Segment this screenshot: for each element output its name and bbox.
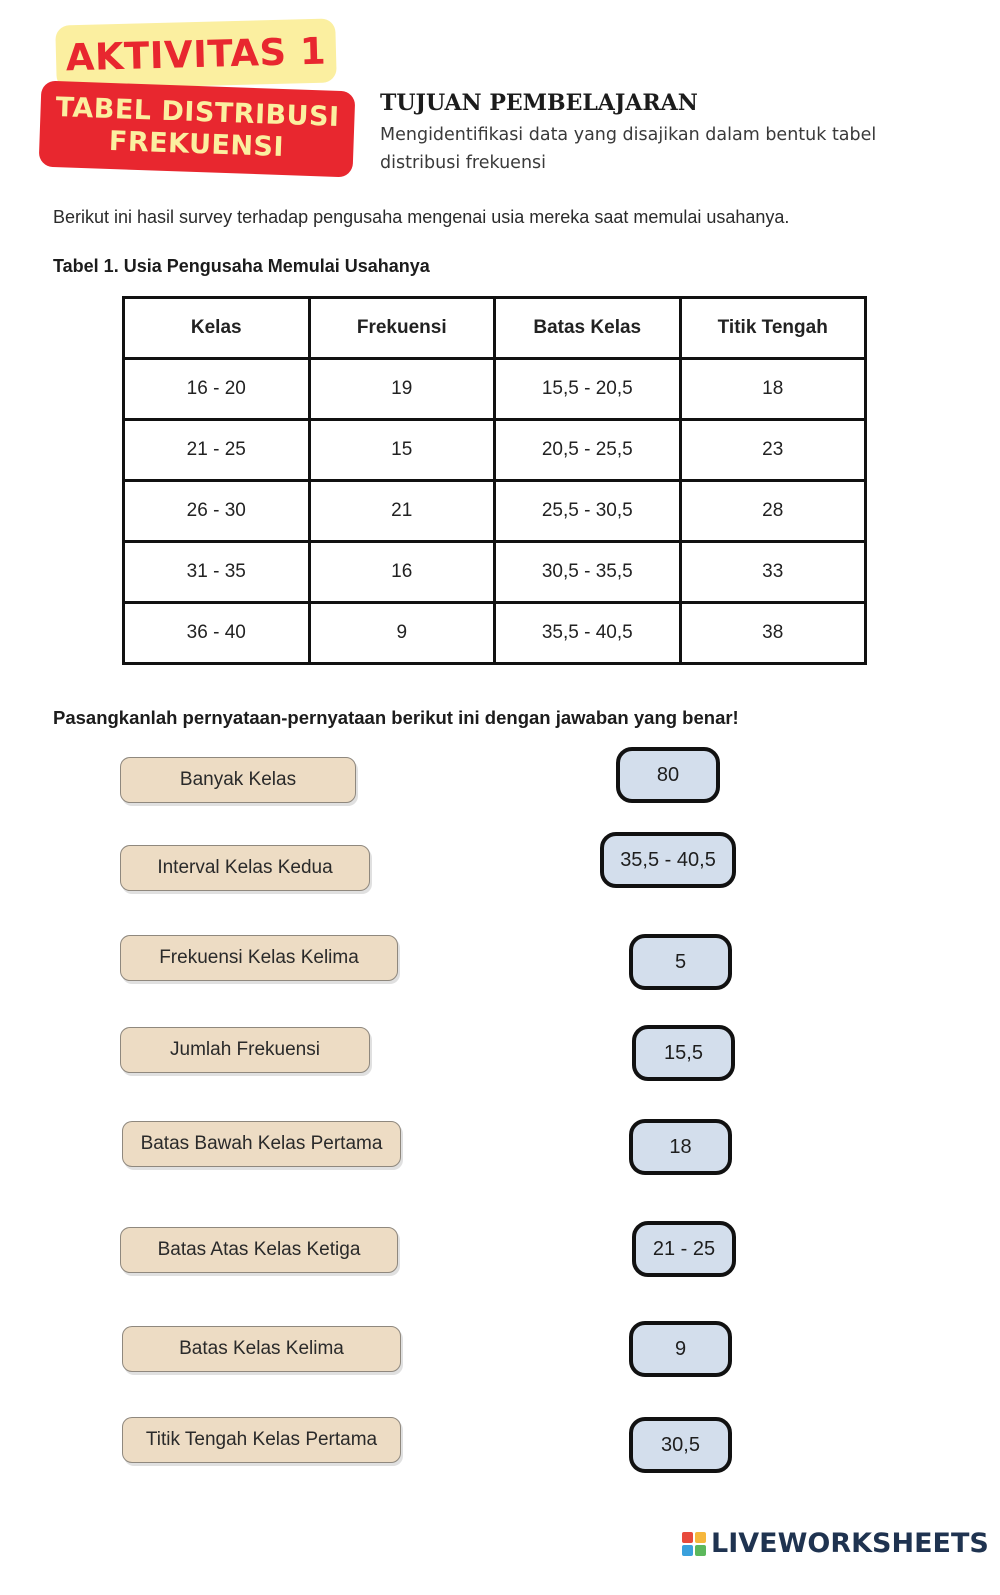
table-row bbox=[124, 481, 866, 542]
table-cell: 16 - 20 bbox=[124, 359, 310, 420]
topic-title-line2: FREKUENSI bbox=[108, 125, 285, 164]
table-header-row bbox=[124, 298, 866, 359]
table-row bbox=[124, 542, 866, 603]
statement-batas-kelas-kelima[interactable]: Batas Kelas Kelima bbox=[122, 1326, 401, 1372]
table-cell: 25,5 - 30,5 bbox=[495, 481, 681, 542]
answer-box[interactable]: 18 bbox=[629, 1119, 732, 1175]
learning-goal-text: Mengidentifikasi data yang disajikan dalam bentuk tabel distribusi frekuensi bbox=[380, 125, 877, 173]
table-cell: 30,5 - 35,5 bbox=[495, 542, 681, 603]
statement-banyak-kelas[interactable]: Banyak Kelas bbox=[120, 757, 356, 803]
table-cell: 26 - 30 bbox=[124, 481, 310, 542]
statement-titik-tengah-kelas-pertama[interactable]: Titik Tengah Kelas Pertama bbox=[122, 1417, 401, 1463]
statement-jumlah-frekuensi[interactable]: Jumlah Frekuensi bbox=[120, 1027, 370, 1073]
table-caption: Tabel 1. Usia Pengusaha Memulai Usahanya bbox=[53, 256, 430, 276]
table-cell: 18 bbox=[680, 359, 866, 420]
table-row bbox=[124, 420, 866, 481]
answer-box[interactable]: 35,5 - 40,5 bbox=[600, 832, 736, 888]
table-cell: 16 bbox=[309, 542, 495, 603]
answer-box[interactable]: 9 bbox=[629, 1321, 732, 1377]
table-cell: 28 bbox=[680, 481, 866, 542]
header-titik-tengah: Titik Tengah bbox=[680, 298, 866, 359]
table-cell: 15 bbox=[309, 420, 495, 481]
statement-batas-atas-kelas-ketiga[interactable]: Batas Atas Kelas Ketiga bbox=[120, 1227, 398, 1273]
table-row bbox=[124, 603, 866, 664]
intro-text: Berikut ini hasil survey terhadap pengusaha mengenai usia mereka saat memulai usahanya. bbox=[53, 207, 790, 227]
table-cell: 20,5 - 25,5 bbox=[495, 420, 681, 481]
table-cell: 38 bbox=[680, 603, 866, 664]
answer-box[interactable]: 21 - 25 bbox=[632, 1221, 736, 1277]
statement-frekuensi-kelas-kelima[interactable]: Frekuensi Kelas Kelima bbox=[120, 935, 398, 981]
topic-badge bbox=[39, 81, 356, 178]
header-frekuensi: Frekuensi bbox=[309, 298, 495, 359]
table-cell: 15,5 - 20,5 bbox=[495, 359, 681, 420]
table-cell: 31 - 35 bbox=[124, 542, 310, 603]
matching-instruction: Pasangkanlah pernyataan-pernyataan berikut ini dengan jawaban yang benar! bbox=[53, 707, 739, 728]
answer-box[interactable]: 80 bbox=[616, 747, 720, 803]
table-cell: 35,5 - 40,5 bbox=[495, 603, 681, 664]
answer-box[interactable]: 15,5 bbox=[632, 1025, 735, 1081]
activity-number: AKTIVITAS 1 bbox=[65, 29, 327, 79]
table-cell: 9 bbox=[309, 603, 495, 664]
header-batas-kelas: Batas Kelas bbox=[495, 298, 681, 359]
statement-interval-kelas-kedua[interactable]: Interval Kelas Kedua bbox=[120, 845, 370, 891]
table-cell: 33 bbox=[680, 542, 866, 603]
answer-box[interactable]: 30,5 bbox=[629, 1417, 732, 1473]
table-cell: 21 - 25 bbox=[124, 420, 310, 481]
table-cell: 36 - 40 bbox=[124, 603, 310, 664]
learning-goal-title: TUJUAN PEMBELAJARAN bbox=[380, 90, 698, 116]
table-cell: 19 bbox=[309, 359, 495, 420]
table-row bbox=[124, 359, 866, 420]
answer-box[interactable]: 5 bbox=[629, 934, 732, 990]
statement-batas-bawah-kelas-pertama[interactable]: Batas Bawah Kelas Pertama bbox=[122, 1121, 401, 1167]
frequency-table bbox=[122, 296, 867, 665]
table-cell: 23 bbox=[680, 420, 866, 481]
header-kelas: Kelas bbox=[124, 298, 310, 359]
liveworksheets-logo-text: LIVEWORKSHEETS bbox=[711, 1528, 989, 1559]
topic-title-line1: TABEL DISTRIBUSI bbox=[55, 92, 341, 133]
activity-badge bbox=[55, 18, 337, 89]
table-cell: 21 bbox=[309, 481, 495, 542]
liveworksheets-logo-icon bbox=[682, 1532, 706, 1556]
liveworksheets-logo bbox=[682, 1528, 989, 1559]
